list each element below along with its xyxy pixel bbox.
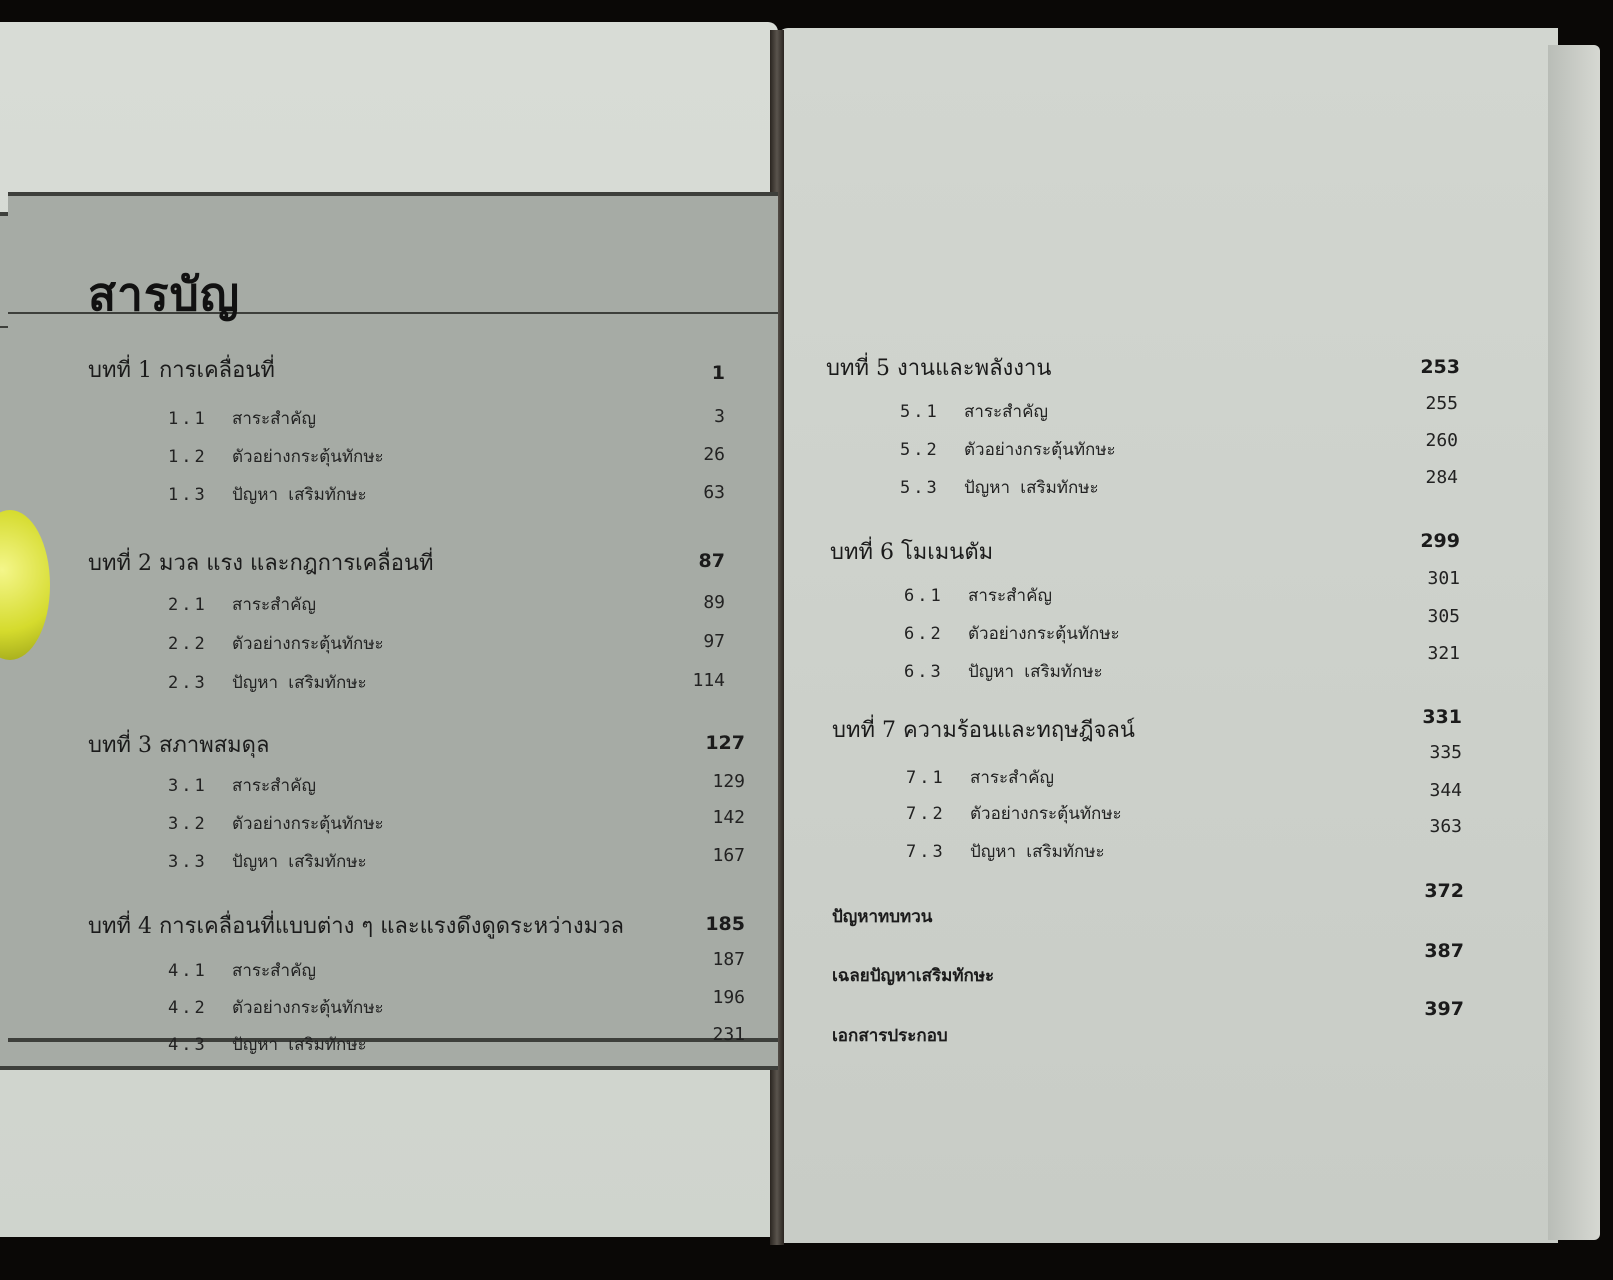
section-label: ตัวอย่างกระตุ้นทักษะ	[970, 804, 1122, 824]
chapter-page-number: 253	[1420, 356, 1460, 378]
section-label: ปัญหา เสริมทักษะ	[232, 485, 367, 505]
section-number: 4.1	[168, 961, 208, 981]
extra-heading: ปัญหาทบทวน	[832, 907, 933, 927]
extra-heading: เอกสารประกอบ	[832, 1026, 948, 1046]
section-item	[904, 658, 1103, 685]
chapter-page-number: 87	[698, 550, 725, 572]
section-item	[168, 405, 316, 432]
section-label: สาระสำคัญ	[232, 961, 316, 981]
page-title: สารบัญ	[88, 267, 241, 321]
section-page-number: 89	[703, 592, 725, 613]
chapter-page-number: 331	[1422, 706, 1462, 728]
chapter-heading: บทที่ 2 มวล แรง และกฎการเคลื่อนที่	[88, 551, 434, 576]
section-label: ตัวอย่างกระตุ้นทักษะ	[232, 998, 384, 1018]
section-item	[904, 620, 1120, 647]
section-label: ปัญหา เสริมทักษะ	[968, 662, 1103, 682]
section-number: 5.1	[900, 402, 940, 422]
section-item	[168, 994, 384, 1021]
section-item	[168, 591, 316, 618]
section-page-number: 3	[714, 406, 725, 427]
section-number: 1.3	[168, 485, 208, 505]
section-page-number: 260	[1425, 430, 1458, 451]
chapter-heading: บทที่ 7 ความร้อนและทฤษฎีจลน์	[832, 718, 1135, 743]
section-number: 7.1	[906, 768, 946, 788]
section-page-number: 129	[712, 771, 745, 792]
section-number: 2.2	[168, 634, 208, 654]
section-page-number: 231	[712, 1024, 745, 1045]
section-item	[168, 669, 367, 696]
section-item	[168, 772, 316, 799]
section-page-number: 284	[1425, 467, 1458, 488]
page-edge	[1548, 45, 1600, 1240]
section-item	[168, 810, 384, 837]
section-item	[906, 800, 1122, 827]
chapter-heading: บทที่ 1 การเคลื่อนที่	[88, 358, 275, 383]
section-label: สาระสำคัญ	[964, 402, 1048, 422]
section-label: ปัญหา เสริมทักษะ	[970, 842, 1105, 862]
section-label: ปัญหา เสริมทักษะ	[232, 673, 367, 693]
section-item	[168, 848, 367, 875]
section-page-number: 363	[1429, 816, 1462, 837]
section-number: 1.1	[168, 409, 208, 429]
section-page-number: 344	[1429, 780, 1462, 801]
extra-page-number: 397	[1424, 998, 1464, 1020]
chapter-heading: บทที่ 4 การเคลื่อนที่แบบต่าง ๆ และแรงดึงดูดระหว่างมวล	[88, 914, 624, 939]
section-item	[900, 474, 1099, 501]
section-number: 6.1	[904, 586, 944, 606]
section-number: 3.1	[168, 776, 208, 796]
chapter-page-number: 185	[705, 913, 745, 935]
section-item	[168, 957, 316, 984]
section-page-number: 335	[1429, 742, 1462, 763]
section-item	[906, 764, 1054, 791]
chapter-page-number: 299	[1420, 530, 1460, 552]
extra-heading: เฉลยปัญหาเสริมทักษะ	[832, 966, 995, 986]
section-page-number: 187	[712, 949, 745, 970]
extra-page-number: 387	[1424, 940, 1464, 962]
section-number: 5.2	[900, 440, 940, 460]
section-label: ตัวอย่างกระตุ้นทักษะ	[232, 814, 384, 834]
section-number: 5.3	[900, 478, 940, 498]
section-label: สาระสำคัญ	[232, 595, 316, 615]
section-page-number: 305	[1427, 606, 1460, 627]
section-item	[168, 630, 384, 657]
section-label: ตัวอย่างกระตุ้นทักษะ	[968, 624, 1120, 644]
section-item	[904, 582, 1052, 609]
section-item	[900, 436, 1116, 463]
section-number: 6.3	[904, 662, 944, 682]
section-number: 1.2	[168, 447, 208, 467]
section-page-number: 301	[1427, 568, 1460, 589]
section-number: 7.3	[906, 842, 946, 862]
section-label: ตัวอย่างกระตุ้นทักษะ	[232, 447, 384, 467]
section-number: 4.3	[168, 1035, 208, 1055]
chapter-page-number: 1	[711, 362, 725, 384]
section-label: สาระสำคัญ	[232, 776, 316, 796]
section-page-number: 97	[703, 631, 725, 652]
section-page-number: 142	[712, 807, 745, 828]
chapter-page-number: 127	[705, 732, 745, 754]
section-item	[900, 398, 1048, 425]
section-label: ตัวอย่างกระตุ้นทักษะ	[964, 440, 1116, 460]
section-label: สาระสำคัญ	[968, 586, 1052, 606]
section-page-number: 26	[703, 444, 725, 465]
section-page-number: 196	[712, 987, 745, 1008]
section-item	[168, 1031, 367, 1058]
section-label: ปัญหา เสริมทักษะ	[964, 478, 1099, 498]
section-label: ตัวอย่างกระตุ้นทักษะ	[232, 634, 384, 654]
chapter-heading: บทที่ 5 งานและพลังงาน	[826, 356, 1052, 381]
section-page-number: 321	[1427, 643, 1460, 664]
section-item	[168, 481, 367, 508]
section-number: 7.2	[906, 804, 946, 824]
section-page-number: 167	[712, 845, 745, 866]
section-page-number: 114	[692, 670, 725, 691]
extra-page-number: 372	[1424, 880, 1464, 902]
section-number: 6.2	[904, 624, 944, 644]
section-label: ปัญหา เสริมทักษะ	[232, 1035, 367, 1055]
section-label: ปัญหา เสริมทักษะ	[232, 852, 367, 872]
section-number: 3.3	[168, 852, 208, 872]
section-label: สาระสำคัญ	[970, 768, 1054, 788]
section-label: สาระสำคัญ	[232, 409, 316, 429]
section-number: 2.1	[168, 595, 208, 615]
section-item	[906, 838, 1105, 865]
section-number: 4.2	[168, 998, 208, 1018]
section-page-number: 63	[703, 482, 725, 503]
chapter-heading: บทที่ 6 โมเมนตัม	[830, 540, 994, 565]
section-page-number: 255	[1425, 393, 1458, 414]
right-page	[778, 28, 1558, 1243]
section-number: 2.3	[168, 673, 208, 693]
chapter-heading: บทที่ 3 สภาพสมดุล	[88, 733, 270, 758]
section-number: 3.2	[168, 814, 208, 834]
section-item	[168, 443, 384, 470]
